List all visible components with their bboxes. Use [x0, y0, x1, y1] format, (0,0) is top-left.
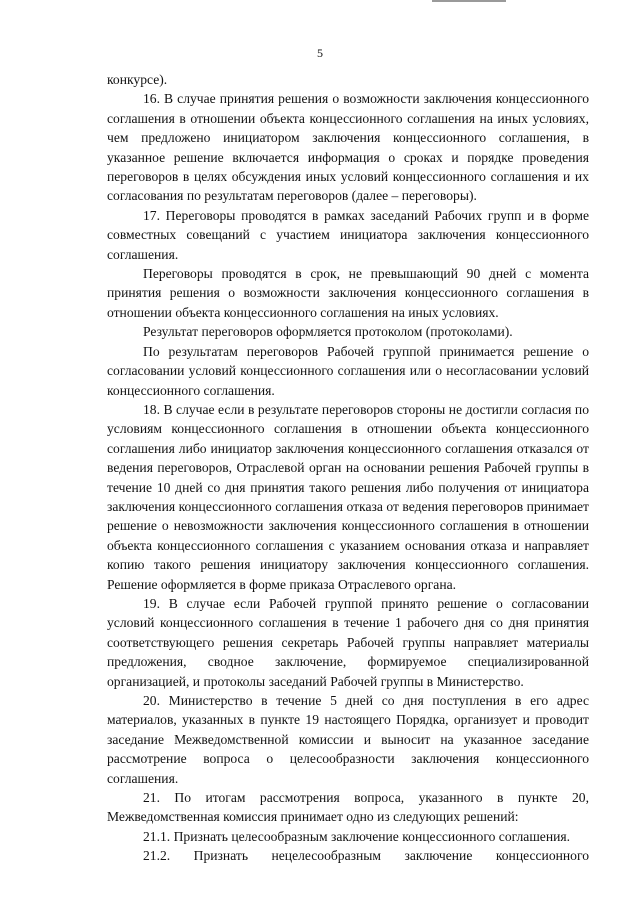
- paragraph: 18. В случае если в результате переговоров стороны не достигли согласия по условиям концессионного соглашения в отношении объекта концессионного соглашения либо инициатор заключения концессионного соглашения отказался от ведения переговоров, Отраслевой орган на основании решения Рабочей группы в течение 10 дней со дня принятия такого решения либо получения от инициатора заключения концессионного соглашения отказа от ведения переговоров принимает решение о невозможности заключения концессионного соглашения в отношении объекта концессионного соглашения с указанием основания отказа и направляет копию такого решения инициатору заключения концессионного соглашения. Решение оформляется в форме приказа Отраслевого органа.: [107, 401, 589, 592]
- paragraph: 21. По итогам рассмотрения вопроса, указанного в пункте 20, Межведомственная комиссия принимает одно из следующих решений:: [107, 790, 589, 825]
- paragraph: 20. Министерство в течение 5 дней со дня поступления в его адрес материалов, указанных в пункте 19 настоящего Порядка, организует и проводит заседание Межведомственной комиссии и выносит на указанное заседание рассмотрение вопроса о целесообразности заключения концессионного соглашения.: [107, 693, 589, 786]
- paragraph: 21.2. Признать нецелесообразным заключение концессионного: [143, 848, 589, 864]
- paragraph: По результатам переговоров Рабочей группой принимается решение о согласовании условий концессионного соглашения или о несогласовании условий концессионного соглашения.: [107, 343, 589, 398]
- paragraph: 19. В случае если Рабочей группой принято решение о согласовании условий концессионного соглашения в течение 1 рабочего дня со дня принятия соответствующего решения секретарь Рабочей группы направляет материалы предложения, сводное заключение, формируемое специализированной организацией, и протоколы заседаний Рабочей группы в Министерство.: [107, 595, 589, 689]
- paragraph: 21.1. Признать целесообразным заключение концессионного соглашения.: [143, 828, 571, 844]
- paragraph: 17. Переговоры проводятся в рамках заседаний Рабочих групп и в форме совместных совещаний с участием инициатора заключения концессионного соглашения.: [107, 207, 589, 262]
- paragraph: 16. В случае принятия решения о возможности заключения концессионного соглашения в отношении объекта концессионного соглашения на иных условиях, чем предложено инициатором заключения концессионного соглашения, в указанное решение включается информация о сроках и порядке проведения переговоров в целях обсуждения иных условий концессионного соглашения и их согласования по результатам переговоров (далее – переговоры).: [107, 91, 589, 204]
- paragraph: Результат переговоров оформляется протоколом (протоколами).: [143, 324, 513, 340]
- document-body: [107, 70, 589, 866]
- page-number: 5: [317, 46, 323, 60]
- scan-edge-mark: [432, 0, 506, 2]
- paragraph: конкурсе).: [107, 72, 168, 87]
- paragraph: Переговоры проводятся в срок, не превышающий 90 дней с момента принятия решения о возможности заключения концессионного соглашения в отношении объекта концессионного соглашения на иных условиях.: [107, 266, 589, 320]
